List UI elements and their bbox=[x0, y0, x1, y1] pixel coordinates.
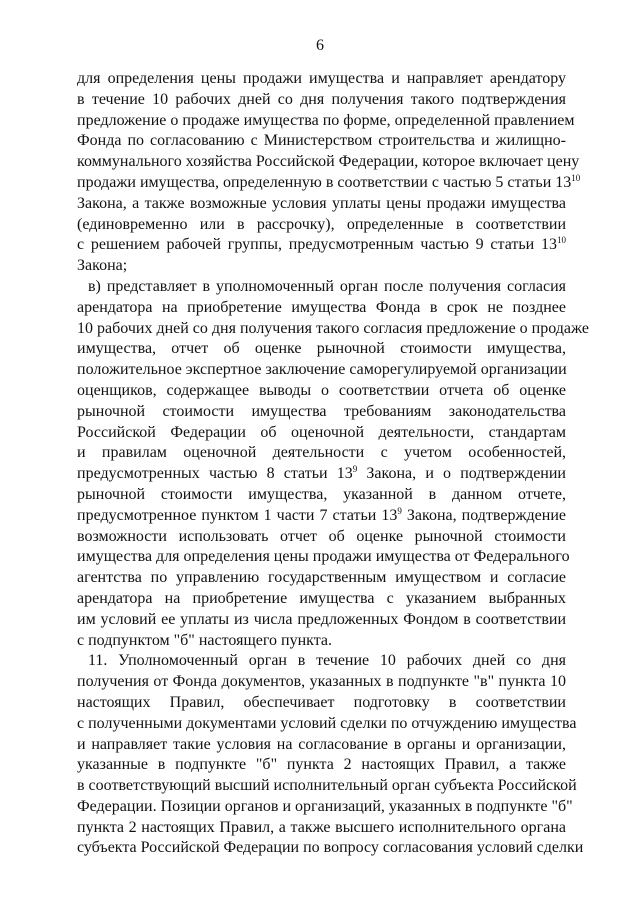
text-line-content: и направляет такие условия на согласование в органы и организации, bbox=[77, 735, 566, 753]
text-line bbox=[77, 360, 566, 381]
text-line-content: продажи имущества, определенную в соответствии с частью 5 статьи 13 bbox=[77, 173, 572, 191]
text-line-content: с подпунктом "б" настоящего пункта. bbox=[77, 631, 332, 649]
text-line bbox=[77, 651, 566, 672]
text-line-content: возможности использовать отчет об оценке рыночной стоимости bbox=[77, 527, 566, 545]
text-line bbox=[77, 172, 581, 194]
text-line-content: предложение о продаже имущества по форме, определенной правлением bbox=[77, 111, 575, 129]
text-line-content: предусмотренных частью 8 статьи 13 bbox=[77, 465, 353, 483]
text-line-content: коммунального хозяйства Российской Федерации, которое включает цену bbox=[77, 153, 580, 171]
text-line bbox=[77, 776, 577, 797]
text-line-content: и правилам оценочной деятельности с учетом особенностей, bbox=[77, 444, 566, 462]
text-line-continuation: Закона, подтверждение bbox=[401, 506, 566, 524]
text-line bbox=[77, 215, 566, 236]
text-line bbox=[77, 818, 566, 839]
text-line bbox=[77, 568, 566, 589]
text-line bbox=[77, 298, 566, 319]
superscript: 9 bbox=[352, 464, 358, 475]
text-line bbox=[77, 423, 566, 444]
text-line bbox=[77, 755, 566, 776]
body-text bbox=[77, 69, 589, 859]
text-line-content: в течение 10 рабочих дней со дня получения такого подтверждения bbox=[77, 90, 566, 108]
superscript: 10 bbox=[557, 235, 566, 246]
text-line bbox=[77, 693, 566, 714]
text-line bbox=[77, 589, 566, 610]
text-line bbox=[77, 714, 577, 735]
text-line-content: с решением рабочей группы, предусмотренным частью 9 статьи 13 bbox=[77, 236, 557, 254]
text-line-content: рыночной стоимости имущества требованиям законодательства bbox=[77, 402, 566, 420]
text-line bbox=[77, 547, 570, 568]
text-line-content: Фонда по согласованию с Министерством строительства и жилищно- bbox=[77, 132, 566, 150]
text-line-content: Закона, а также возможные условия уплаты цены продажи имущества bbox=[77, 194, 566, 212]
text-line bbox=[77, 381, 566, 402]
text-line-content: арендатора на приобретение имущества с указанием выбранных bbox=[77, 589, 566, 607]
text-line bbox=[77, 111, 575, 132]
text-line bbox=[77, 402, 566, 423]
text-line-content: получения от Фонда документов, указанных в подпункте "в" пункта 10 bbox=[77, 673, 566, 691]
text-line bbox=[77, 90, 566, 111]
text-line bbox=[77, 69, 566, 90]
text-line bbox=[77, 256, 566, 277]
text-line-content: 11. Уполномоченный орган в течение 10 рабочих дней со дня bbox=[88, 652, 566, 670]
text-line bbox=[77, 797, 573, 818]
text-line-content: для определения цены продажи имущества и направляет арендатору bbox=[77, 70, 566, 87]
text-line bbox=[77, 194, 566, 215]
text-line-content: настоящих Правил, обеспечивает подготовку в соответствии bbox=[77, 693, 566, 711]
text-line bbox=[77, 235, 566, 256]
text-line-content: в соответствующий высший исполнительный орган субъекта Российской bbox=[77, 777, 577, 795]
text-line-content: в) представляет в уполномоченный орган после получения согласия bbox=[88, 277, 566, 295]
text-line-content: указанные в подпункте "б" пункта 2 настоящих Правил, а также bbox=[77, 756, 566, 774]
text-line-content: Федерации. Позиции органов и организаций, указанных в подпункте "б" bbox=[77, 797, 573, 815]
text-line-content: им условий ее уплаты из числа предложенных Фондом в соответствии bbox=[77, 610, 566, 628]
text-line bbox=[77, 527, 566, 548]
text-line-continuation: Закона, и о подтверждении bbox=[357, 465, 566, 483]
text-line bbox=[77, 131, 566, 152]
text-line bbox=[77, 838, 584, 859]
text-line-content: Закона; bbox=[77, 257, 128, 275]
text-line bbox=[77, 339, 566, 360]
text-line-content: 10 рабочих дней со дня получения такого согласия предложение о продаже bbox=[77, 319, 589, 337]
text-line bbox=[77, 672, 566, 693]
text-line bbox=[77, 277, 566, 298]
text-line-content: с полученными документами условий сделки по отчуждению имущества bbox=[77, 714, 577, 732]
text-line-content: предусмотренное пунктом 1 части 7 статьи 13 bbox=[77, 506, 398, 524]
text-line bbox=[77, 152, 580, 173]
text-line-content: субъекта Российской Федерации по вопросу согласования условий сделки bbox=[77, 839, 584, 857]
text-line bbox=[77, 735, 566, 756]
page-number: 6 bbox=[316, 37, 324, 54]
text-line bbox=[77, 443, 566, 464]
text-line-content: Российской Федерации об оценочной деятельности, стандартам bbox=[77, 423, 566, 441]
text-line bbox=[77, 319, 589, 340]
text-line bbox=[77, 485, 566, 506]
superscript: 9 bbox=[397, 505, 402, 516]
text-line bbox=[77, 464, 566, 485]
text-line bbox=[77, 610, 566, 631]
text-line-content: оценщиков, содержащее выводы о соответствии отчета об оценке bbox=[77, 381, 566, 399]
text-line-content: положительное экспертное заключение саморегулируемой организации bbox=[77, 361, 567, 379]
text-line-content: рыночной стоимости имущества, указанной в данном отчете, bbox=[77, 485, 566, 503]
text-line-content: агентства по управлению государственным имуществом и согласие bbox=[77, 569, 566, 587]
text-line-content: (единовременно или в рассрочку), определенные в соответствии bbox=[77, 215, 566, 233]
superscript: 10 bbox=[571, 172, 581, 183]
text-line bbox=[77, 631, 566, 652]
text-line-content: арендатора на приобретение имущества Фонда в срок не позднее bbox=[77, 298, 566, 316]
text-line bbox=[77, 506, 566, 527]
text-line-content: имущества для определения цены продажи имущества от Федерального bbox=[77, 548, 570, 566]
text-line-content: имущества, отчет об оценке рыночной стоимости имущества, bbox=[77, 340, 566, 358]
text-line-content: пункта 2 настоящих Правил, а также высшего исполнительного органа bbox=[77, 818, 566, 836]
